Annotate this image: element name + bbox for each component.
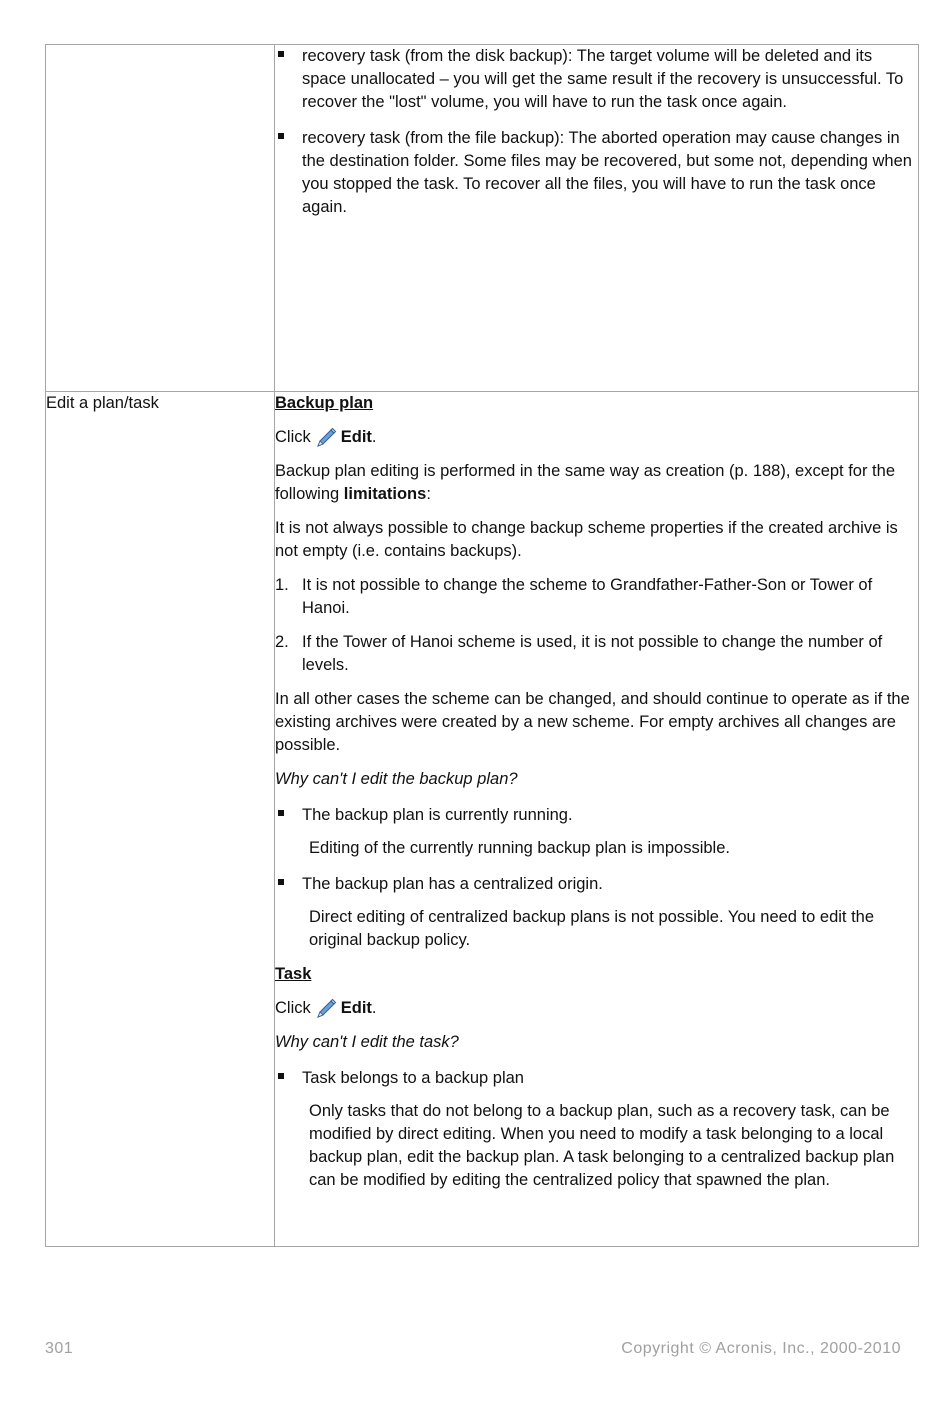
page-number: 301 — [45, 1340, 74, 1357]
bullet-square-icon — [278, 810, 284, 816]
bullet-text: recovery task (from the disk backup): The target volume will be deleted and its space unallocated – you will get the same result if the recovery is unsuccessful. To recover the "lost" volume, you will have to run the task once again. — [302, 47, 904, 111]
reason-detail: Editing of the currently running backup plan is impossible. — [309, 839, 730, 857]
other-cases-paragraph: In all other cases the scheme can be changed, and should continue to operate as if the existing archives were created by a new scheme. For empty archives all changes are possible. — [275, 690, 910, 754]
click-suffix: . — [371, 428, 377, 446]
click-text: Click — [275, 428, 311, 446]
bullet-text: recovery task (from the file backup): The aborted operation may cause changes in the destination folder. Some files may be recovered, but some not, depending when you stopped the task. To recover all the files, you will have to run the task once again. — [302, 129, 912, 216]
table-row — [46, 392, 919, 1247]
row-label-cell: Edit a plan/task — [46, 392, 275, 1247]
list-item — [275, 873, 918, 896]
limitations-text: limitations — [343, 485, 427, 503]
task-heading: Task — [275, 965, 312, 983]
why-backup-plan-question: Why can't I edit the backup plan? — [275, 770, 518, 788]
edit-label: Edit — [340, 999, 372, 1017]
list-item — [275, 1067, 918, 1090]
edit-label: Edit — [340, 428, 372, 446]
bullet-text: The backup plan is currently running. — [302, 806, 573, 824]
bullet-text: Task belongs to a backup plan — [302, 1069, 524, 1087]
click-suffix: . — [371, 999, 377, 1017]
reason-detail: Direct editing of centralized backup plans is not possible. You need to edit the original backup policy. — [309, 908, 875, 949]
click-edit-line — [275, 997, 918, 1020]
table-row — [46, 45, 919, 392]
click-edit-line — [275, 426, 918, 449]
pencil-icon — [315, 998, 337, 1020]
bullet-square-icon — [278, 133, 284, 139]
row-content-cell — [275, 45, 919, 392]
copyright-notice: Copyright © Acronis, Inc., 2000-2010 — [621, 1340, 901, 1357]
list-item — [275, 45, 918, 114]
why-task-question: Why can't I edit the task? — [275, 1033, 459, 1051]
numbered-item — [275, 574, 918, 620]
numbered-item — [275, 631, 918, 677]
bullet-square-icon — [278, 879, 284, 885]
list-item — [275, 804, 918, 827]
not-possible-paragraph: It is not always possible to change backup scheme properties if the created archive is not empty (i.e. contains backups). — [275, 519, 898, 560]
reason-detail: Only tasks that do not belong to a backup plan, such as a recovery task, can be modified by direct editing. When you need to modify a task belonging to a local backup plan, edit the backup plan. A task belonging to a centralized backup plan can be modified by editing the centralized policy that spawned the plan. — [309, 1102, 895, 1189]
row-label-cell — [46, 45, 275, 392]
item-text: It is not possible to change the scheme to Grandfather-Father-Son or Tower of Hanoi. — [302, 576, 873, 617]
backup-plan-heading: Backup plan — [275, 394, 374, 412]
item-number: 2. — [275, 633, 289, 651]
click-text: Click — [275, 999, 311, 1017]
pencil-icon — [315, 427, 337, 449]
editing-text: Backup plan editing is performed in the same way as creation (p. 188), except for the following — [275, 462, 895, 503]
bullet-square-icon — [278, 51, 284, 57]
row-content-cell — [275, 392, 919, 1247]
item-number: 1. — [275, 576, 289, 594]
bullet-text: The backup plan has a centralized origin. — [302, 875, 603, 893]
bullet-square-icon — [278, 1073, 284, 1079]
content-table — [45, 44, 919, 1247]
editing-paragraph — [275, 460, 918, 506]
item-text: If the Tower of Hanoi scheme is used, it is not possible to change the number of levels. — [302, 633, 883, 674]
editing-suffix: : — [426, 485, 431, 503]
list-item — [275, 127, 918, 219]
